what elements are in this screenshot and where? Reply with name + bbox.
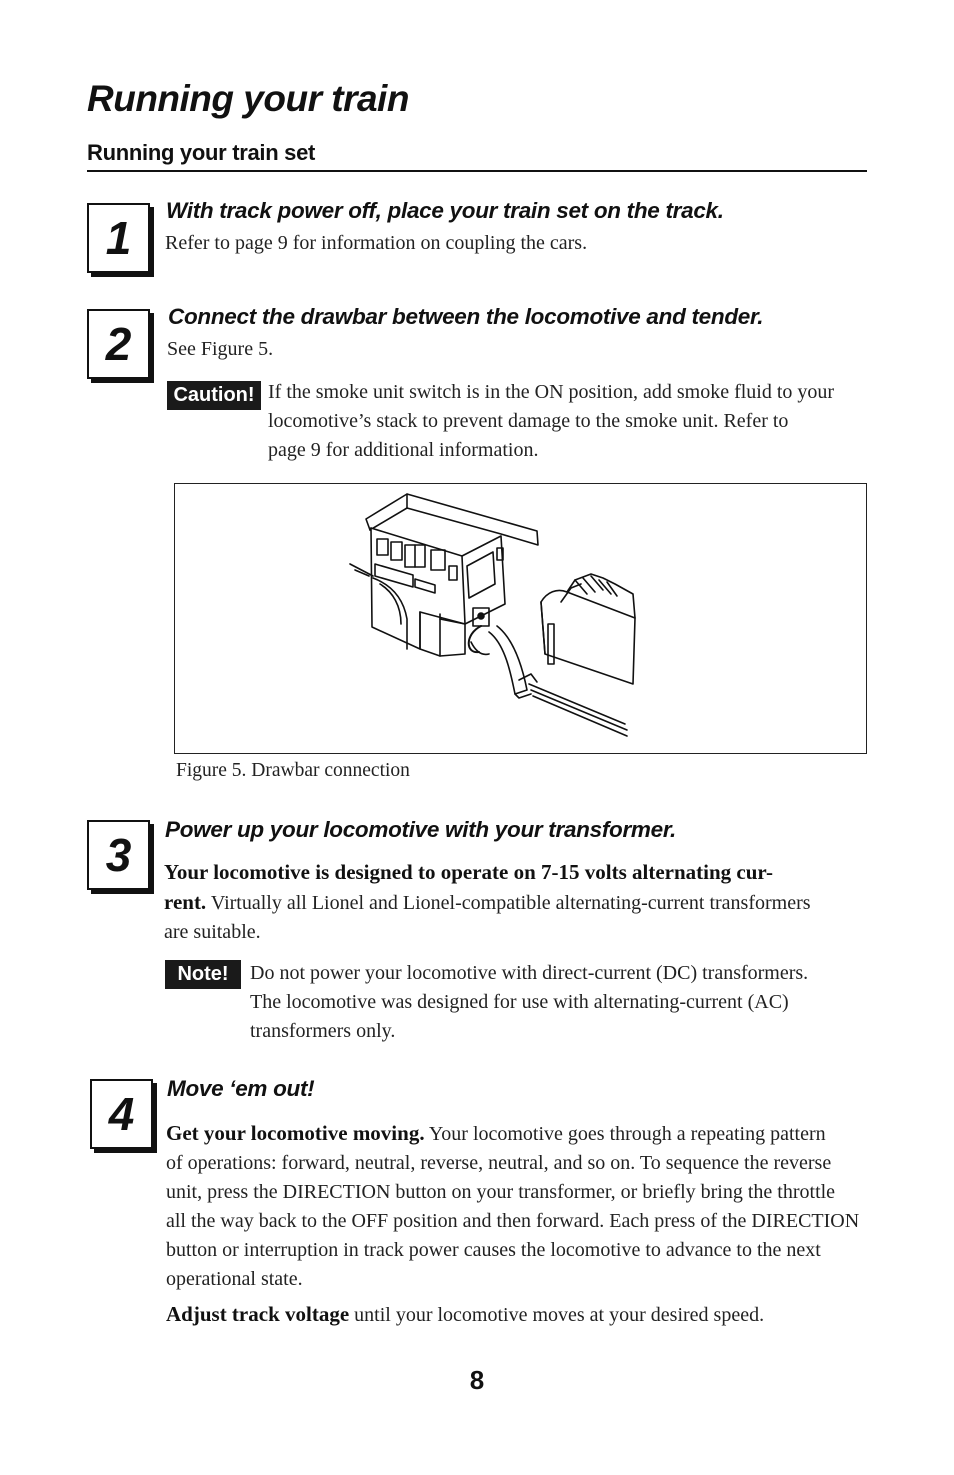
drawbar-connection-illustration: [175, 484, 866, 753]
step-4-line: unit, press the DIRECTION button on your transformer, or briefly bring the throttle: [166, 1181, 836, 1203]
step-3-bold-lead-end: rent.: [164, 890, 207, 914]
step-3-bold-lead: Your locomotive is designed to operate on 7-15 volts alternating cur-: [164, 860, 773, 884]
section-heading: Running your train set: [87, 140, 316, 165]
step-3-body: [164, 858, 864, 947]
step-3-title: Power up your locomotive with your transformer.: [165, 817, 676, 842]
page-title: Running your train: [87, 78, 409, 119]
step-3-line-3: are suitable.: [164, 921, 261, 943]
step-3-line-2-text: Virtually all Lionel and Lionel-compatible alternating-current transformers: [206, 892, 811, 914]
step-4-number: 4: [108, 1088, 135, 1140]
caution-line: locomotive’s stack to prevent damage to the smoke unit. Refer to: [268, 410, 789, 432]
step-4-title: Move ‘em out!: [167, 1076, 315, 1101]
step-4-para-2-bold: Adjust track voltage: [166, 1302, 350, 1326]
step-4-number-box: [90, 1079, 153, 1149]
step-1-number: 1: [105, 212, 132, 264]
caution-label: Caution!: [167, 381, 261, 410]
page-number: 8: [469, 1365, 485, 1395]
step-3-line-1: [164, 858, 864, 888]
caution-text: [268, 378, 834, 465]
figure-5-caption: Figure 5. Drawbar connection: [176, 760, 410, 781]
step-1-number-box: [87, 203, 150, 273]
step-2-body: See Figure 5.: [167, 338, 274, 360]
note-line: transformers only.: [250, 1020, 396, 1042]
note-text: [250, 959, 808, 1046]
step-2-number-box: [87, 309, 150, 379]
step-4-line: operational state.: [166, 1268, 303, 1290]
step-4-bold-lead: Get your locomotive moving.: [166, 1121, 425, 1145]
step-4-para-2: [166, 1300, 866, 1330]
step-4-line-1-text: Your locomotive goes through a repeating pattern: [424, 1123, 826, 1145]
step-4-line: button or interruption in track power causes the locomotive to advance to the next: [166, 1239, 821, 1261]
step-4-line: of operations: forward, neutral, reverse, neutral, and so on. To sequence the reverse: [166, 1152, 832, 1174]
step-1-title: With track power off, place your train set on the track.: [166, 198, 724, 223]
step-3-line-2: [164, 888, 864, 918]
figure-5-frame: [174, 483, 867, 754]
caution-line: If the smoke unit switch is in the ON position, add smoke fluid to your: [268, 381, 835, 403]
step-4-body: [166, 1119, 866, 1330]
note-line: Do not power your locomotive with direct-current (DC) transformers.: [250, 962, 809, 984]
step-4-line: all the way back to the OFF position and then forward. Each press of the DIRECTION: [166, 1210, 860, 1232]
step-1-body: Refer to page 9 for information on coupling the cars.: [165, 232, 588, 254]
step-4-line-1: [166, 1119, 866, 1149]
step-2-title: Connect the drawbar between the locomotive and tender.: [168, 304, 764, 329]
note-label: Note!: [165, 960, 241, 989]
step-3-number: 3: [105, 829, 132, 881]
caution-line: page 9 for additional information.: [268, 439, 539, 461]
step-4-para-2-text: until your locomotive moves at your desired speed.: [349, 1304, 765, 1326]
step-2-number: 2: [105, 318, 132, 370]
step-3-number-box: [87, 820, 150, 890]
note-line: The locomotive was designed for use with alternating-current (AC): [250, 991, 789, 1013]
section-rule: [87, 170, 867, 172]
